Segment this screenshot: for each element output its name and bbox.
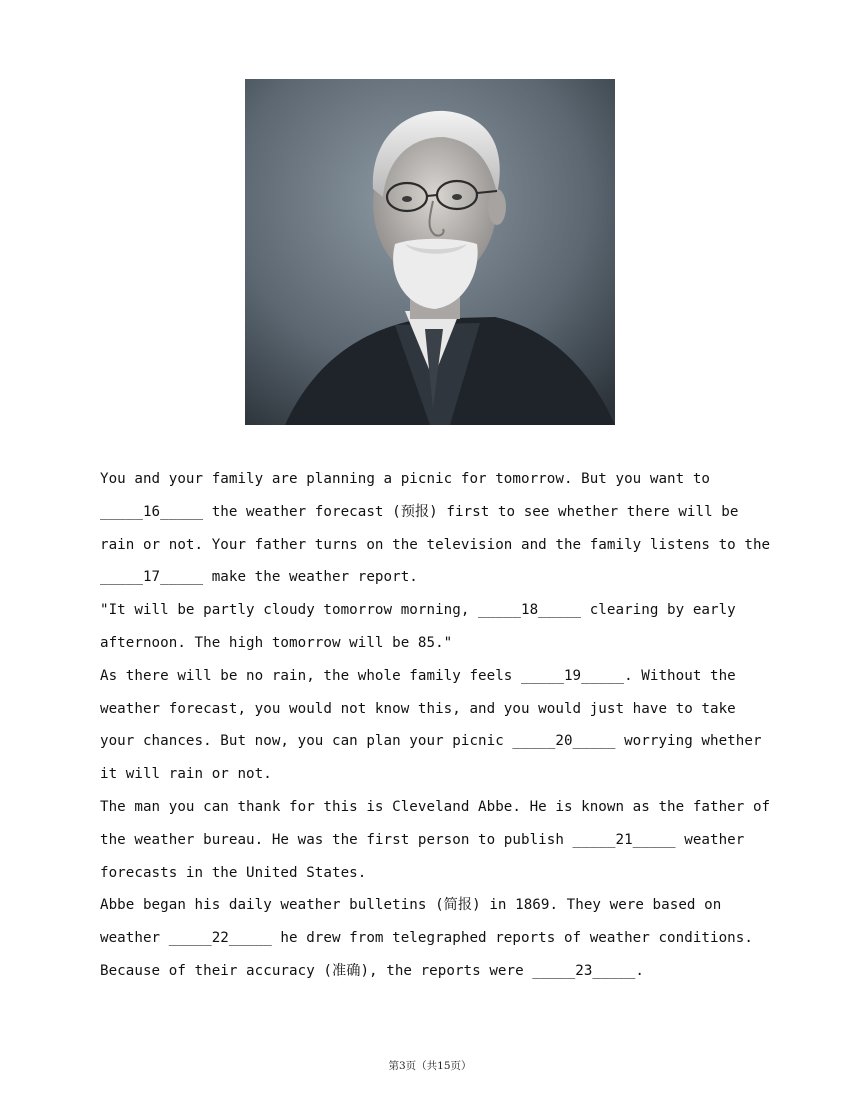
passage-line: _____17_____ make the weather report. bbox=[100, 569, 418, 586]
passage-line: Abbe began his daily weather bulletins (简报) in 1869. They were based on bbox=[100, 897, 722, 914]
passage-line: As there will be no rain, the whole family feels _____19_____. Without the bbox=[100, 667, 736, 684]
passage-line: _____16_____ the weather forecast (预报) first to see whether there will be bbox=[100, 503, 739, 520]
cloze-passage bbox=[100, 463, 780, 988]
passage-line: it will rain or not. bbox=[100, 766, 272, 783]
passage-line: forecasts in the United States. bbox=[100, 864, 367, 881]
passage-line: weather forecast, you would not know this, and you would just have to take bbox=[100, 700, 736, 717]
passage-line: You and your family are planning a picnic for tomorrow. But you want to bbox=[100, 471, 711, 487]
passage-line: the weather bureau. He was the first person to publish _____21_____ weather bbox=[100, 831, 745, 848]
page-number: 第3页（共15页） bbox=[388, 1060, 472, 1072]
passage-line: rain or not. Your father turns on the television and the family listens to the bbox=[100, 536, 771, 553]
passage-line: weather _____22_____ he drew from telegraphed reports of weather conditions. bbox=[100, 930, 753, 947]
passage-line: The man you can thank for this is Cleveland Abbe. He is known as the father of bbox=[100, 798, 771, 815]
passage-line: your chances. But now, you can plan your picnic _____20_____ worrying whether bbox=[100, 733, 762, 750]
portrait-photo bbox=[245, 79, 615, 425]
passage-line: "It will be partly cloudy tomorrow morning, _____18_____ clearing by early bbox=[100, 602, 736, 619]
passage-line: afternoon. The high tomorrow will be 85." bbox=[100, 634, 453, 651]
passage-line: Because of their accuracy (准确), the reports were _____23_____. bbox=[100, 962, 644, 979]
